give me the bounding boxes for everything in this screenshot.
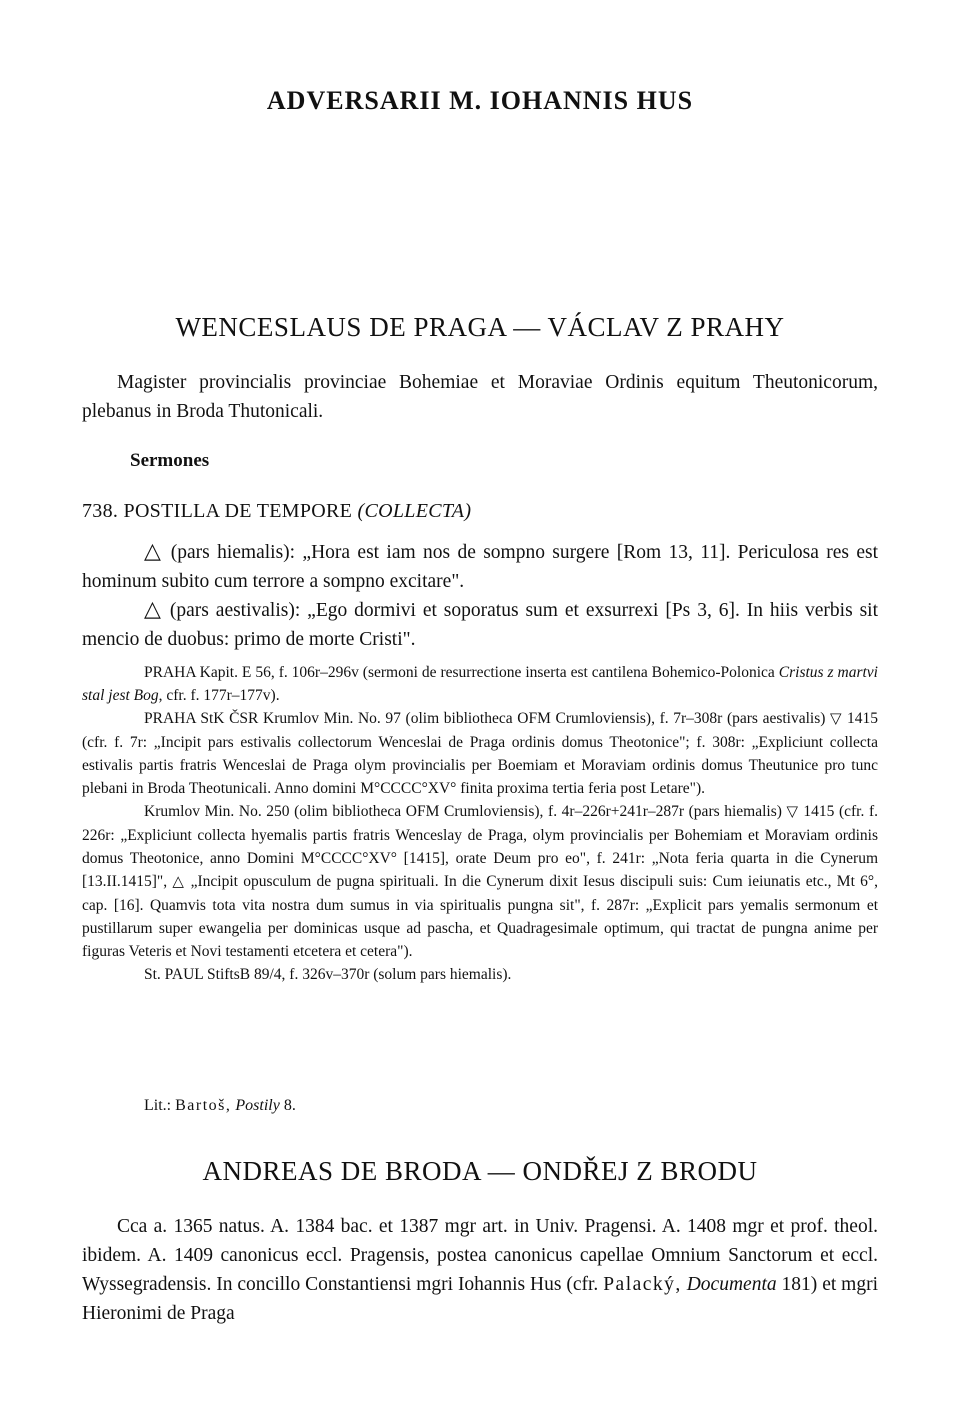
- manuscript-entry: St. PAUL StiftsB 89/4, f. 326v–370r (solum pars hiemalis).: [144, 966, 512, 983]
- author-heading-wenceslaus: WENCESLAUS DE PRAGA — VÁCLAV Z PRAHY: [175, 312, 785, 342]
- author-heading-andreas: ANDREAS DE BRODA — ONDŘEJ Z BRODU: [202, 1156, 758, 1186]
- running-head: ADVERSARII M. IOHANNIS HUS: [266, 86, 694, 115]
- author-bio-wenceslaus: Magister provincialis provinciae Bohemiae et Moraviae Ordinis equitum Theutonicorum, plebanus in Broda Thutonicali.: [82, 372, 878, 422]
- entry-title-italic: (COLLECTA): [357, 500, 472, 522]
- triangle-icon: △: [144, 538, 164, 563]
- author-bio-andreas: Cca a. 1365 natus. A. 1384 bac. et 1387 mgr art. in Univ. Pragensi. A. 1408 mgr et prof. theol. ibidem. A. 1409 canonicus eccl. Pragensis, postea canonicus capellae Omnium Sanctorum et eccl. Wyssegradensis. In concillo Constantiensi mgri Iohannis Hus (cfr. Palacký, Documenta 181) et mgri Hieronimi de Praga: [82, 1216, 879, 1324]
- manuscript-entry: Krumlov Min. No. 250 (olim bibliotheca OFM Crumloviensis), f. 4r–226r+241r–287r (pars hiemalis) ▽ 1415 (cfr. f. 226r: „Expliciunt collecta hyemalis partis fratris Wenceslay de Praga, olym provincialis per Bohemiam et Moraviam ordinis domus Theotonice, anno Domini M°CCCC°XV° [1415], orate Deum pro eo", f. 241r: „Nota feria quarta in die Cynerum [13.II.1415]", △ „Incipit opusculum de pugna spirituali. In die Cynerum dixit Iesus discipuli suis: Cum ieiunatis etc., Mt 6°, cap. [16]. Quamvis tota vita nostra dum sumus in via spiritualis pungna sit", f. 287r: „Explicit pars yemalis sermonum et pustillarum super ewangelia per dominicas usque ad pascha, et Quadragesimale optimum, qui tractat de pungna anime per figuras Veteris et Novi testamenti etcetera et cetera").: [82, 803, 878, 960]
- triangle-icon: △: [144, 596, 163, 621]
- incipit-hiemalis: △ (pars hiemalis): „Hora est iam nos de sompno surgere [Rom 13, 11]. Periculosa res est hominum subito cum terrore a sompno excitare".: [82, 538, 879, 592]
- literature-reference: Lit.: Bartoš, Postily 8.: [144, 1097, 296, 1114]
- triangle-down-icon: ▽: [830, 711, 843, 727]
- entry-title: [82, 500, 878, 523]
- triangle-icon: △: [172, 874, 186, 890]
- manuscript-entry: PRAHA Kapit. E 56, f. 106r–296v (sermoni de resurrectione inserta est cantilena Bohemico-Polonica Cristus z martvi stal jest Bog, cfr. f. 177r–177v).: [82, 664, 878, 704]
- incipit-list: [82, 538, 878, 654]
- entry-title-text: POSTILLA DE TEMPORE: [123, 500, 353, 522]
- manuscript-list: [82, 661, 878, 986]
- manuscript-entry: PRAHA StK ČSR Krumlov Min. No. 97 (olim bibliotheca OFM Crumloviensis), f. 7r–308r (pars aestivalis) ▽ 1415 (cfr. f. 7r: „Incipit pars estivalis collectorum Wenceslai de Praga ordinis domus Theotonice"; f. 308r: „Expliciunt collecta estivalis partis fratris Wenceslai de Praga olym provincialis per Boemiam et Moraviam ordinis domus Theutunice pro tunc plebani in Broda Theotunicali. Anno domini M°CCCC°XV° finita proxima tertia feria post Letare").: [82, 710, 878, 797]
- incipit-aestivalis: △ (pars aestivalis): „Ego dormivi et soporatus sum et exsurrexi [Ps 3, 6]. In hiis verbis sit mencio de duobus: primo de morte Cristi".: [82, 596, 879, 650]
- works-label: Sermones: [130, 450, 210, 471]
- triangle-down-icon: ▽: [786, 804, 799, 820]
- entry-number: 738.: [82, 500, 119, 522]
